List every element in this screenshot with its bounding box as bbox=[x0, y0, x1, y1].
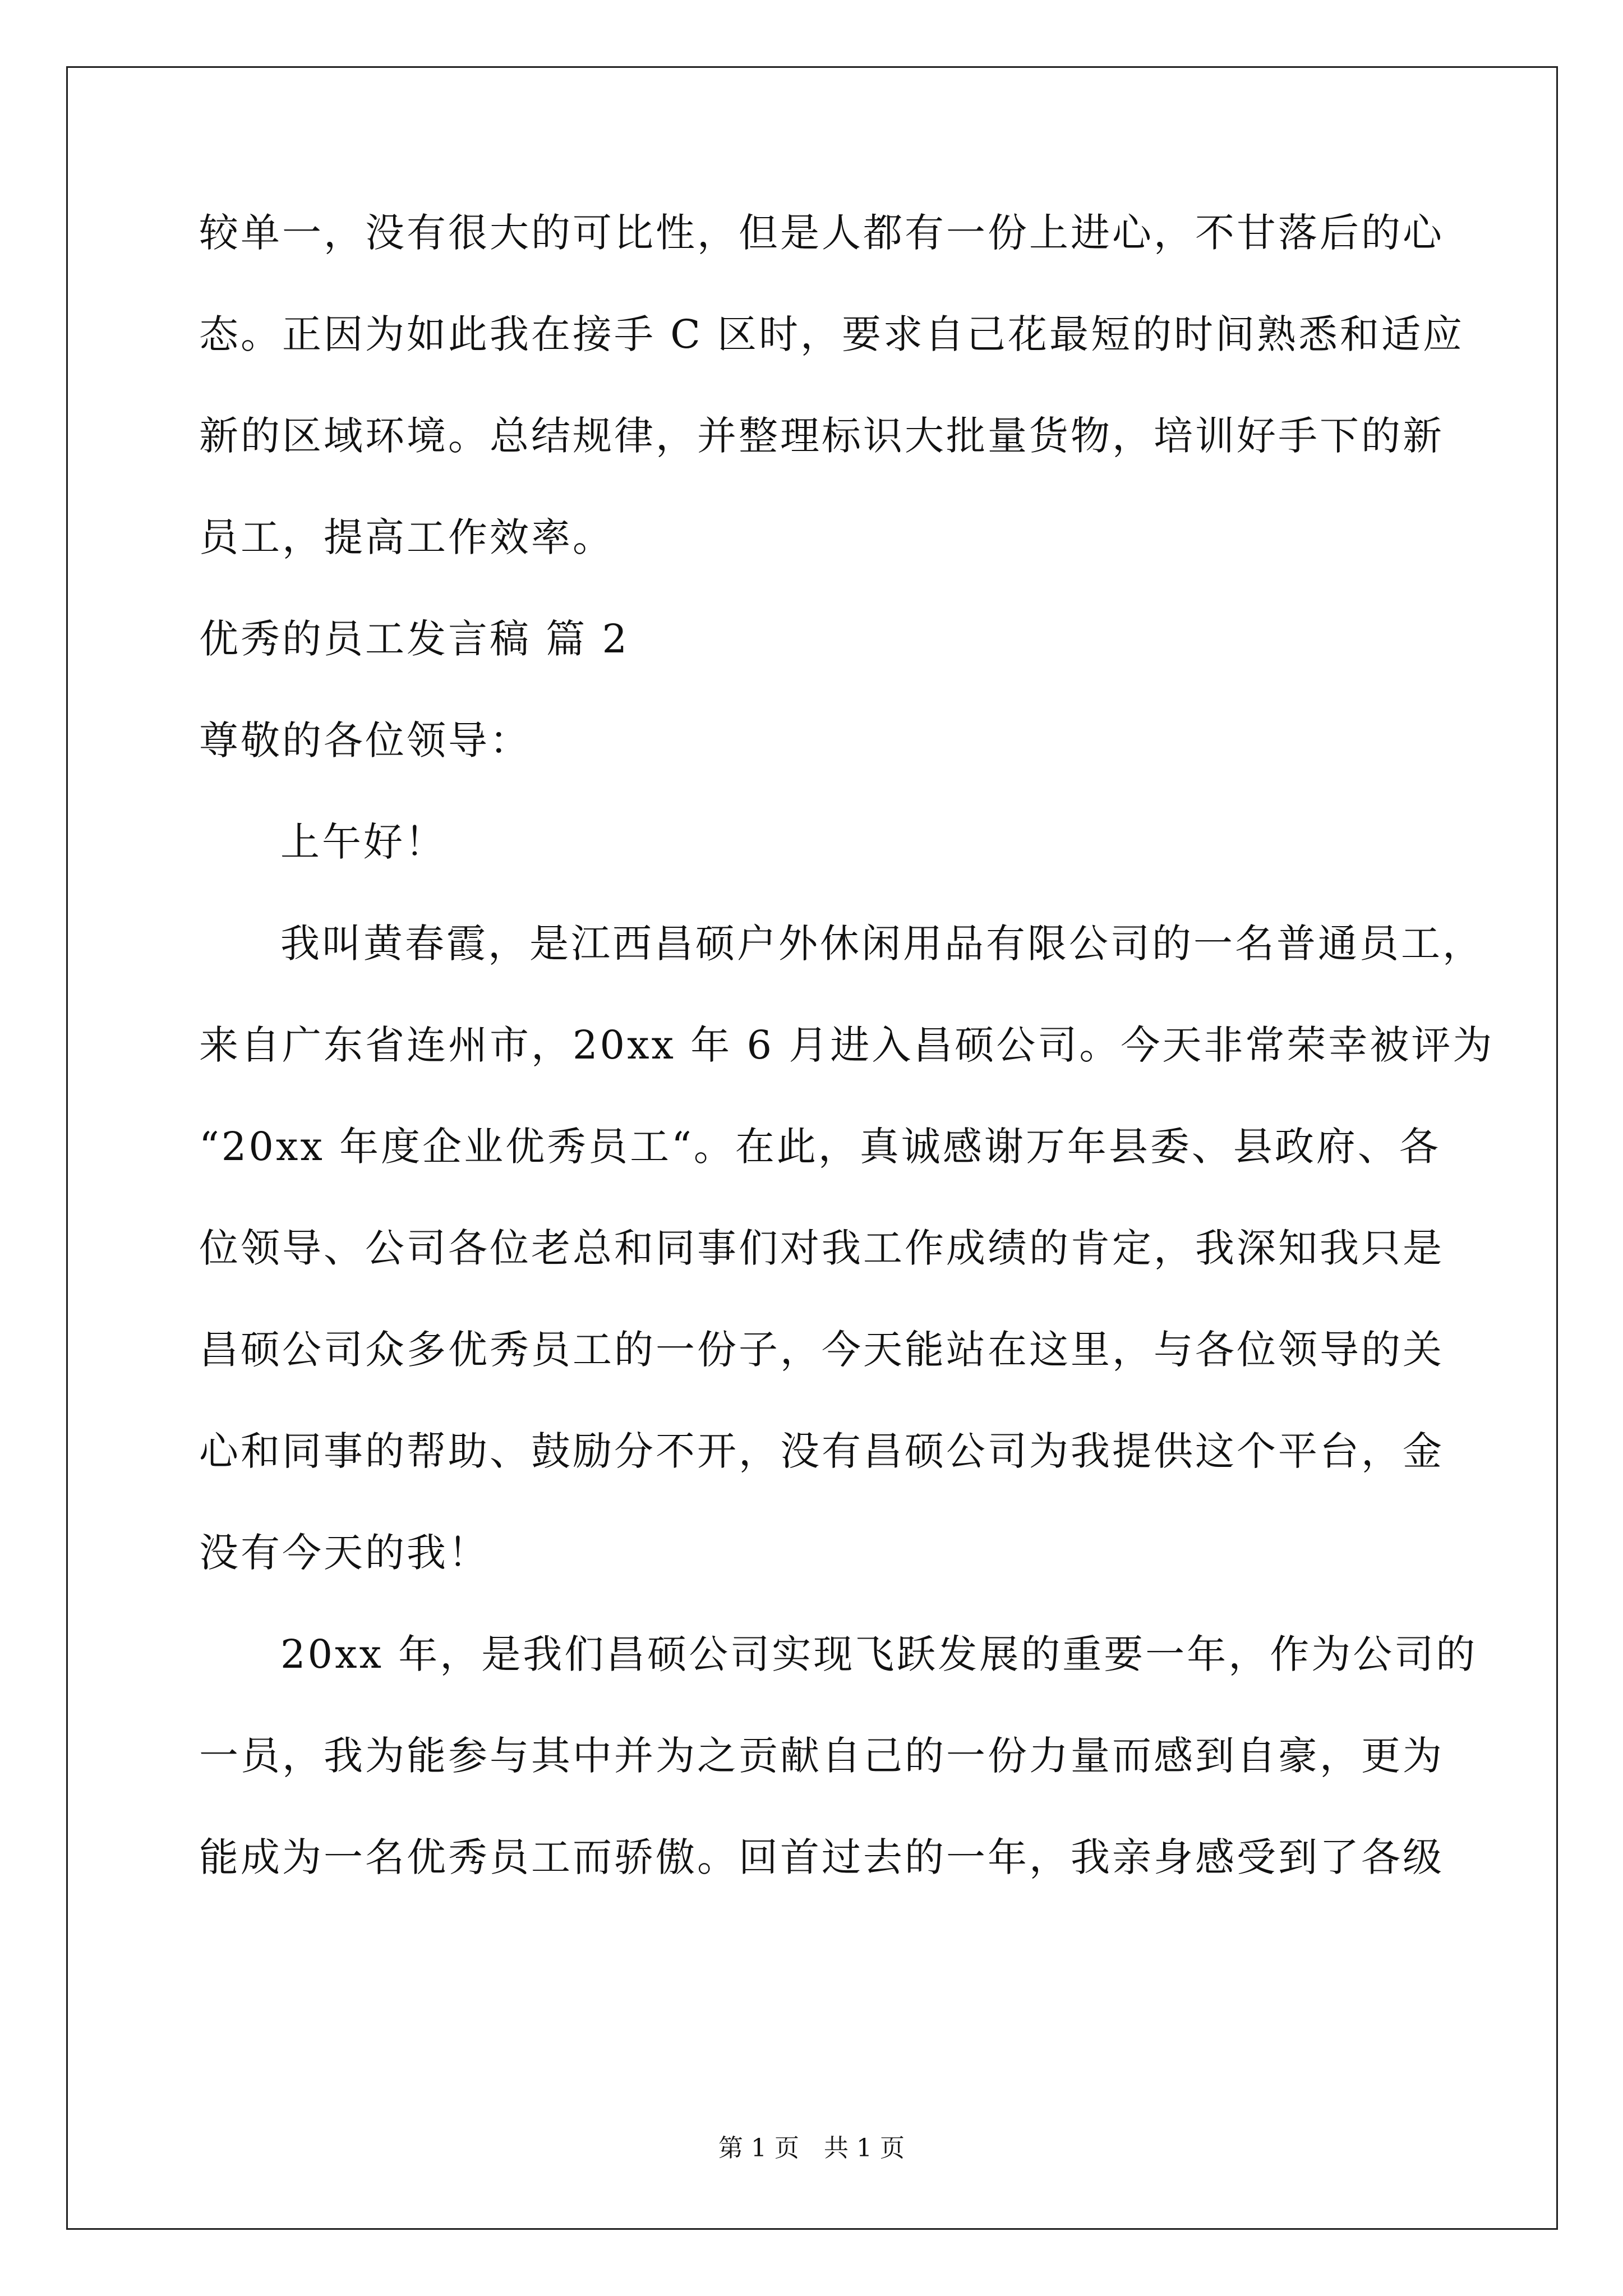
paragraph-line: 较单一，没有很大的可比性，但是人都有一份上进心，不甘落后的心 bbox=[199, 210, 1444, 256]
salutation: 尊敬的各位领导： bbox=[199, 717, 531, 763]
greeting: 上午好！ bbox=[280, 819, 446, 865]
section-heading: 优秀的员工发言稿 篇 2 bbox=[199, 616, 630, 662]
paragraph-line: 昌硕公司众多优秀员工的一份子，今天能站在这里，与各位领导的关 bbox=[199, 1327, 1444, 1373]
paragraph-line: 20xx 年，是我们昌硕公司实现飞跃发展的重要一年，作为公司的 bbox=[280, 1631, 1478, 1677]
paragraph-line: 来自广东省连州市，20xx 年 6 月进入昌硕公司。今天非常荣幸被评为 bbox=[199, 1022, 1495, 1068]
paragraph-line: 能成为一名优秀员工而骄傲。回首过去的一年，我亲身感受到了各级 bbox=[199, 1834, 1444, 1880]
paragraph-line: 新的区域环境。总结规律，并整理标识大批量货物，培训好手下的新 bbox=[199, 413, 1444, 459]
paragraph-line: “20xx 年度企业优秀员工“。在此，真诚感谢万年县委、县政府、各 bbox=[199, 1124, 1441, 1170]
paragraph-line: 没有今天的我！ bbox=[199, 1530, 490, 1576]
paragraph-line: 一员，我为能参与其中并为之贡献自己的一份力量而感到自豪，更为 bbox=[199, 1733, 1444, 1779]
paragraph-line: 心和同事的帮助、鼓励分不开，没有昌硕公司为我提供这个平台，金 bbox=[199, 1428, 1444, 1474]
paragraph-line: 态。正因为如此我在接手 C 区时，要求自己花最短的时间熟悉和适应 bbox=[199, 311, 1465, 357]
paragraph-line: 我叫黄春霞，是江西昌硕户外休闲用品有限公司的一名普通员工， bbox=[280, 921, 1484, 967]
paragraph-line: 位领导、公司各位老总和同事们对我工作成绩的肯定，我深知我只是 bbox=[199, 1225, 1444, 1271]
page-footer: 第 1 页 共 1 页 bbox=[718, 2134, 905, 2162]
paragraph-line: 员工，提高工作效率。 bbox=[199, 514, 614, 560]
